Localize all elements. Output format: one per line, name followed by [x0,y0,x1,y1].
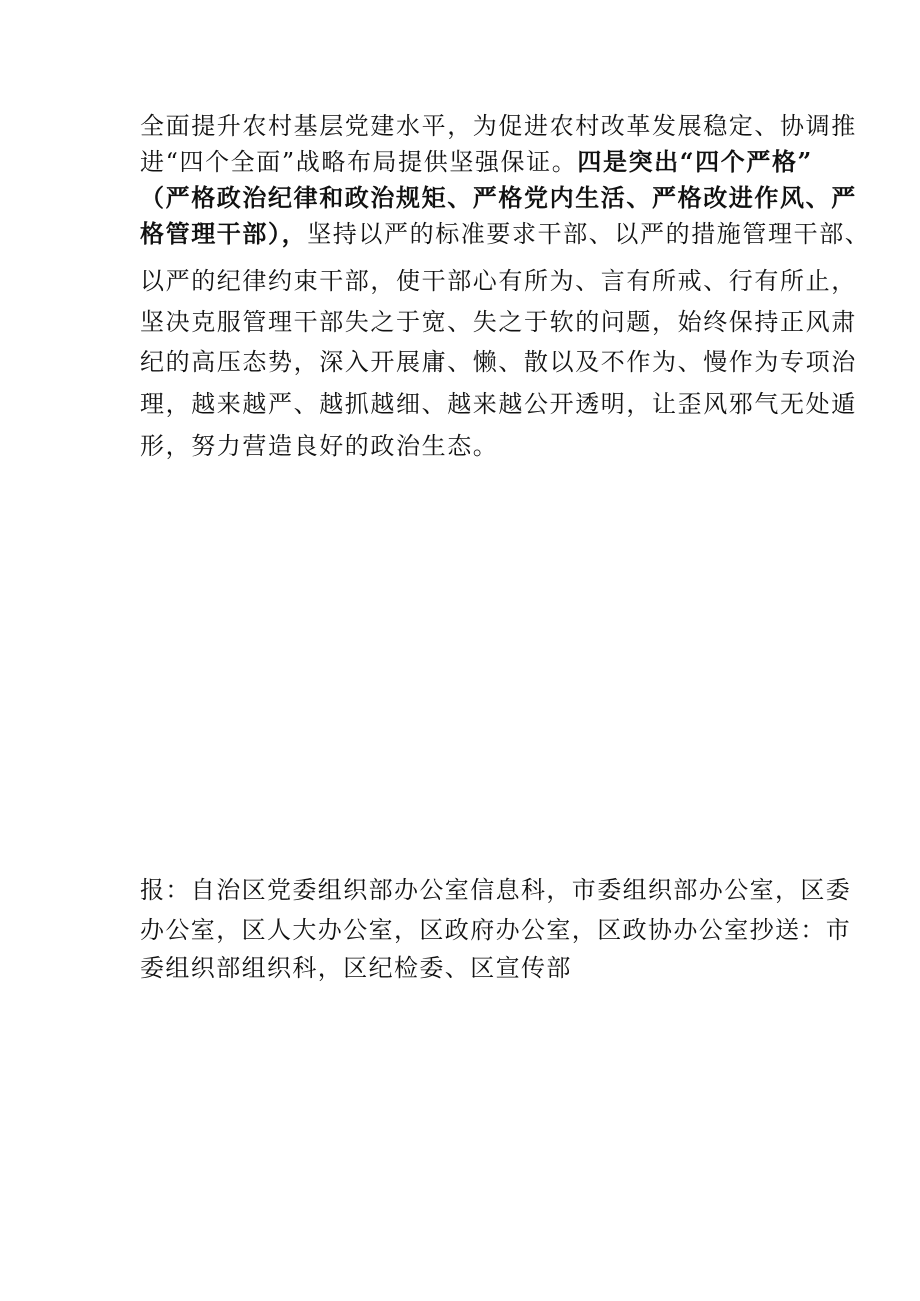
text-run: 形，努力营造良好的政治生态。 [140,432,499,460]
text-run: 全面提升农村基层党建水平，为促进农村改革发展稳定、协调推 [140,112,857,140]
text-run: 以严的纪律约束干部，使干部心有所为、言有所戒、行有所止， [140,267,857,295]
paragraph-line-4 [140,216,871,252]
paragraph-line-7 [140,344,857,380]
paragraph-line-5 [140,263,857,299]
text-run: 坚持以严的标准要求干部、以严的措施管理干部、 [307,220,871,248]
paragraph-line-2 [140,144,813,180]
text-run: 坚决克服管理干部失之于宽、失之于软的问题，始终保持正风肃 [140,308,857,336]
bold-text-run: 格管理干部）， [140,219,308,248]
distribution-line-3 [140,950,800,986]
text-run: 理，越来越严、越抓越细、越来越公开透明，让歪风邪气无处遁 [140,390,857,418]
text-run: 纪的高压态势，深入开展庸、懒、散以及不作为、慢作为专项治 [140,348,857,376]
distribution-line-1 [140,872,852,908]
bold-heading-run: 四是突出“四个严格” [577,147,813,176]
distribution-line-2 [140,912,852,948]
paragraph-line-9 [140,428,800,464]
paragraph-line-3 [140,180,857,216]
paragraph-line-8 [140,386,857,422]
text-run: 报：自治区党委组织部办公室信息科，市委组织部办公室，区委 [140,876,852,904]
text-run: 办公室，区人大办公室，区政府办公室，区政协办公室抄送：市 [140,916,852,944]
paragraph-line-1 [140,108,857,144]
paragraph-line-6 [140,304,857,340]
text-run: 委组织部组织科，区纪检委、区宣传部 [140,954,572,982]
bold-text-run: （严格政治纪律和政治规矩、严格党内生活、严格改进作风、严 [140,183,857,212]
text-run: 进“四个全面”战略布局提供坚强保证。 [140,148,578,176]
